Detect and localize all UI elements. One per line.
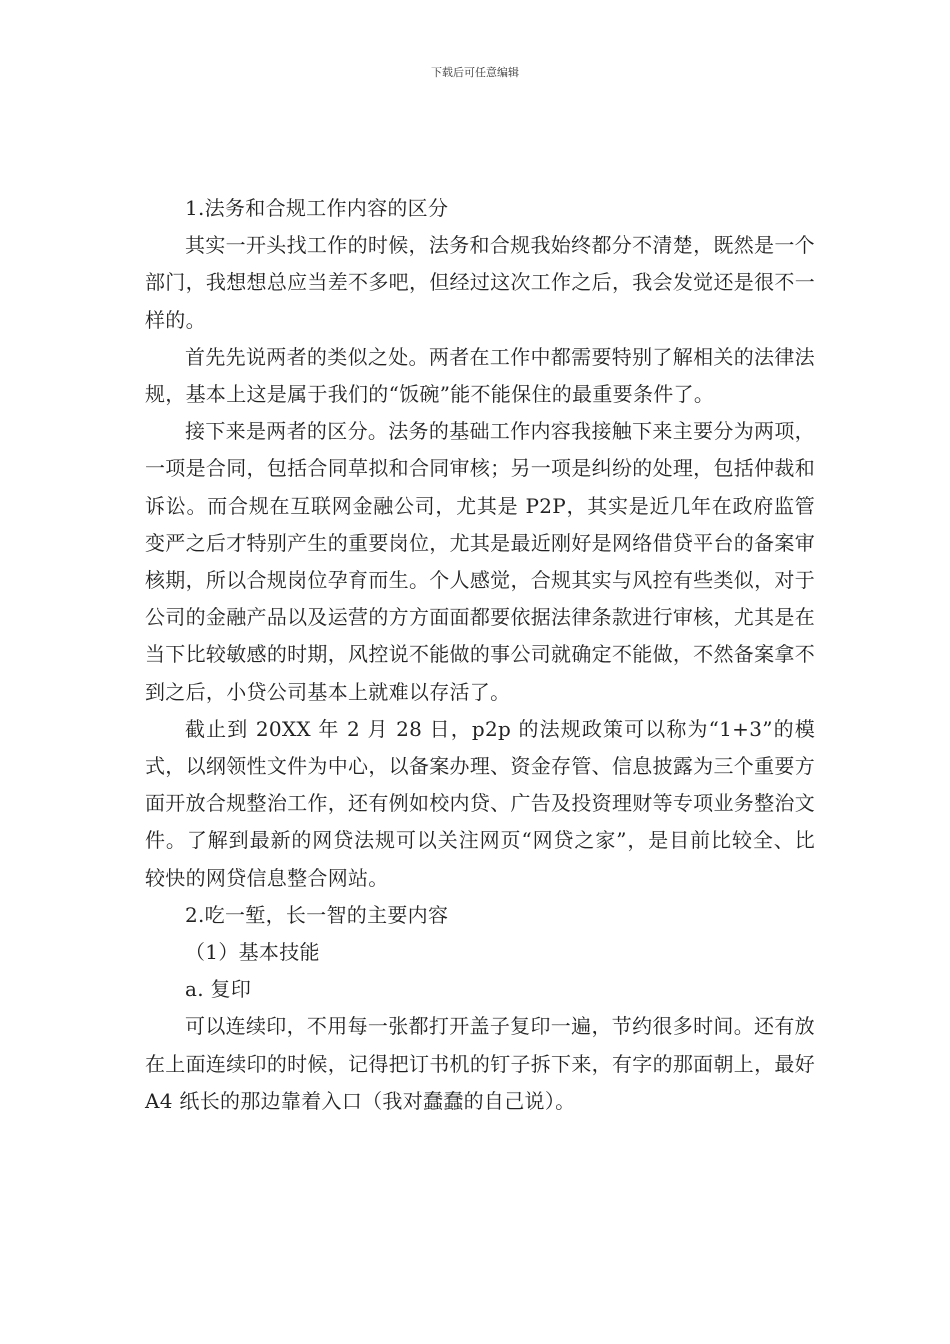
page-header: 下载后可任意编辑: [431, 66, 519, 79]
subsection-heading: （1）基本技能: [185, 940, 320, 965]
document-body: [145, 190, 815, 1120]
paragraph: 接下来是两者的区分。法务的基础工作内容我接触下来主要分为两项，一项是合同，包括合同草拟和合同审核；另一项是纠纷的处理，包括仲裁和诉讼。而合规在互联网金融公司，尤其是 P2P，其实是近几年在政府监管变严之后才特别产生的重要岗位，尤其是最近刚好是网络借贷平台的备案审核期，所以合规岗位孕育而生。个人感觉，合规其实与风控有些类似，对于公司的金融产品以及运营的方方面面都要依据法律条款进行审核，尤其是在当下比较敏感的时期，风控说不能做的事公司就确定不能做，不然备案拿不到之后，小贷公司基本上就难以存活了。: [145, 419, 815, 704]
item-heading: a. 复印: [185, 977, 252, 1002]
section-heading-1: 1.法务和合规工作内容的区分: [185, 196, 449, 220]
section-heading-2: 2.吃一堑，长一智的主要内容: [185, 902, 449, 927]
paragraph: 截止到 20XX 年 2 月 28 日，p2p 的法规政策可以称为“1+3”的模式，以纲领性文件为中心，以备案办理、资金存管、信息披露为三个重要方面开放合规整治工作，还有例如校内贷、广告及投资理财等专项业务整治文件。了解到最新的网贷法规可以关注网页“网贷之家”，是目前比较全、比较快的网贷信息整合网站。: [145, 716, 815, 890]
paragraph: 可以连续印，不用每一张都打开盖子复印一遍，节约很多时间。还有放在上面连续印的时候，记得把订书机的钉子拆下来，有字的那面朝上，最好 A4 纸长的那边靠着入口（我对蠢蠢的自己说）。: [145, 1014, 815, 1113]
paragraph: 首先先说两者的类似之处。两者在工作中都需要特别了解相关的法律法规，基本上这是属于我们的“饭碗”能不能保住的最重要条件了。: [145, 344, 815, 407]
paragraph: 其实一开头找工作的时候，法务和合规我始终都分不清楚，既然是一个部门，我想想总应当差不多吧，但经过这次工作之后，我会发觉还是很不一样的。: [145, 233, 815, 332]
